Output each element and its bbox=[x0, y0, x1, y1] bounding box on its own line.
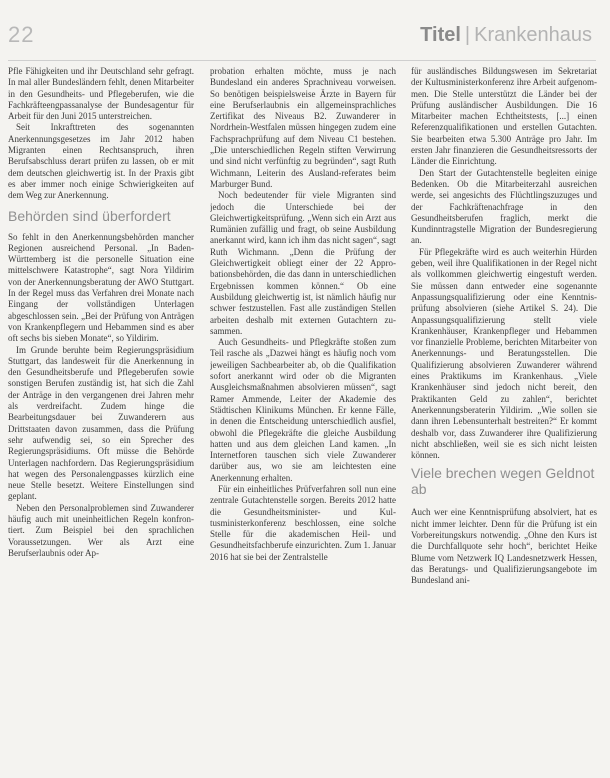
header-separator: | bbox=[464, 24, 471, 46]
paragraph: Für ein einheitliches Prüfverfahren soll nun eine zentrale Gutachtenstelle sorgen. Bereits 2012 hatte die Gesundheitsminister- und Kultusministerkonferenz beschlossen, eine solche Stelle für die akademischen Heil- und Gesundheitsfachberufe einzurichten. Zum 1. Januar 2016 hat sie bei der Zentralstelle bbox=[210, 483, 396, 562]
text-column-2 bbox=[210, 66, 396, 772]
paragraph: So fehlt in den Anerkennungsbehörden mancher Regionen ausreichend Personal. „In Baden-Württemberg ist die personelle Situation eine mittelschwere Katastrophe“, sagt Nora Yildirim von der Anerkennungsberatung der AWO Stuttgart. In der Regel muss das Verfahren drei Monate nach Eingang der vollständigen Unterlagen abgeschlossen sein. „Bei der Prüfung von Anträgen von Krankenpflegern und Hebammen sind es aber oft sechs bis sieben Monate“, so Yildirim. bbox=[8, 231, 194, 344]
paragraph: Noch bedeutender für viele Migranten sind jedoch die Unterschiede bei der Gleichwertigkeitsprüfung. „Wenn sich ein Arzt aus Rumänien zufällig und fragt, ob seine Ausbildung anerkannt wird, kann ich ihm das nicht sagen“, sagt Ruth Wichmann. „Denn die Prüfung der Gleichwertigkeit obliegt einer der 22 Approbationsbehörden, die das dann in unterschiedlichen Ergebnissen kommen können.“ Ob eine Ausbildung gleichwertig ist, ist nämlich häufig nur schwer festzustellen. Fast alle zuständigen Stellen arbeiten deshalb mit externen Gutachtern zusammen. bbox=[210, 190, 396, 336]
paragraph: Pfle Fähigkeiten und ihr Deutschland sehr gefragt. In mal aller Bundesländern fehlt, denen Mitarbeiter in den Gesundheits- und Pflegeberufen, wie die Fachkräfteengpassanalyse der Bundesagentur für Arbeit für den Juni 2015 unterstreichen. bbox=[8, 66, 194, 122]
header-topic: Krankenhaus bbox=[474, 24, 592, 46]
page-header bbox=[420, 24, 592, 47]
paragraph: Im Grunde beruhte beim Regierungspräsidium Stuttgart, das landesweit für die Anerkennung in den Gesundheitsberufe und Pflegeberufen sowie sonstigen Berufen zuständig ist, hat sich die Zahl der Anträge in den vergangenen drei Jahren mehr als verdreifacht. Zudem hinge die Bearbeitungsdauer bei Zuwanderern aus Drittstaaten davon zusammen, dass die Prüfung sehr aufwendig sei, so ein Sprecher des Regierungspräsidiums. Oft müsse die Behörde Unterlagen nachfordern. Das Regierungspräsidium hat wegen des Personalengpasses kürzlich eine neue Stelle besetzt. Weitere Einstellungen sind geplant. bbox=[8, 344, 194, 502]
paragraph: Seit Inkrafttreten des sogenannten Anerkennungsgesetzes im Jahr 2012 haben Migranten einen Rechtsanspruch, ihren Berufsabschluss derart prüfen zu lassen, ob er mit dem deutschen gleichwertig ist. In der Praxis gibt es aber immer noch einige Schwierigkeiten auf dem Weg zur Anerkennung. bbox=[8, 122, 194, 201]
paragraph: probation erhalten möchte, muss je nach Bundesland ein anderes Sprachniveau vorweisen. So benötigen beispielsweise Ärzte in Bayern für eine Berufserlaubnis ein allgemeinsprachliches Zertifikat des Niveaus B2. Zuwanderer in Nordrhein-Westfalen müssen hingegen zudem eine Fachsprachprüfung auf dem Niveau C1 bestehen. „Die unterschiedlichen Regeln stiften Verwirrung und sind nicht verfünftig zu begründen“, sagt Ruth Wichmann, Leiterin des Ausland-referates beim Marburger Bund. bbox=[210, 66, 396, 189]
page-number: 22 bbox=[8, 22, 35, 47]
article-body bbox=[8, 66, 598, 772]
paragraph: Neben den Personalproblemen sind Zuwanderer häufig auch mit uneinheitlichen Regeln konfrontiert. Zum Beispiel bei den sprachlichen Voraussetzungen. Wer als Arzt eine Berufserlaubnis oder Ap- bbox=[8, 502, 194, 558]
paragraph: Auch Gesundheits- und Pflegkräfte stoßen zum Teil rasche als „Dazwei hängt es häufig noch vom jeweiligen Sachbearbeiter ab, ob die Qualifikation sofort anerkannt wird oder ob die Migranten Ausgleichsmaßnahmen absolvieren müssen“, sagt Ramer Ammende, Leiter der Akademie des Städtischen Klinikums München. Er kenne Fälle, in denen die Entscheidung unterschiedlich ausfiel, obwohl die Pflegekräfte die gleiche Ausbildung hatten und aus dem gleichen Land kamen. „In Internetforen tauschen sich viele Zuwanderer darüber aus, wo sie am leichtesten eine Anerkennung erhalten. bbox=[210, 337, 396, 483]
paragraph: für ausländisches Bildungswesen im Sekretariat der Kultusministerkonferenz ihre Arbeit aufgenommen. Die Stelle unterstützt die Länder bei der Prüfung ausländischer Ausbildungen. Die 16 Mitarbeiter machen Echtheitstests, [...] einen Referenzqualifikationen und erstellen Gutachten. Sie bearbeiten etwa 5.300 Anträge pro Jahr. Im ersten Jahr finanzieren die Gesundheitsressorts der Länder die Einrichtung. bbox=[411, 66, 597, 167]
header-rule bbox=[8, 60, 596, 61]
subheading: Behörden sind überfordert bbox=[8, 207, 171, 224]
paragraph: Für Pflegekräfte wird es auch weiterhin Hürden geben, weil ihre Qualifikationen in der Regel nicht als vollkommen gleichwertig eingestuft werden. Sie müssen dann entweder eine sogenannte Anpassungsqualifizierung oder eine Kenntnisprüfung absolvieren (siehe Artikel S. 24). Die Anpassungsqualifizierung stellt viele Krankenhäuser, Krankenpfleger und Hebammen vor finanzielle Probleme, berichten Mitarbeiter von Anerkennungs- und Beratungsstellen. Die Qualifizierung absolvieren Zuwanderer während eines Praktikums im Krankenhaus. „Viele Krankenhäuser sind jedoch nicht bereit, den Praktikanten Geld zu zahlen“, berichtet Anerkennungsberaterin Yildirim. „Wie sollen sie dann ihren Lebensunterhalt bestreiten?“ Er kommt deshalb vor, dass Zuwanderer ihre Qualifizierung nicht abschließen, weil sie es sich nicht leisten können. bbox=[411, 246, 597, 461]
text-column-1 bbox=[8, 66, 194, 772]
paragraph: Den Start der Gutachtenstelle begleiten einige Bedenken. Ob die Mitarbeiterzahl ausreichen werde, sei angesichts des Flüchtlingszuzuges und der Fachkräftenachfrage in den Gesundheitsberufen fraglich, merkt die Kundinntragstelle Migration der Bundesregierung an. bbox=[411, 167, 597, 246]
subheading: Viele brechen wegen Geldnot ab bbox=[411, 465, 595, 498]
paragraph: Auch wer eine Kenntnisprüfung absolviert, hat es nicht immer leichter. Denn für die Prüfung ist ein Vorbereitungskurs notwendig. „Ohne den Kurs ist die Durchfallquote sehr hoch“, berichtet Heike Blume vom Netzwerk IQ Landesnetzwerk Hessen, das Beratungs- und Qualifizierungsangebote im Bundesland ani- bbox=[411, 507, 597, 586]
header-section: Titel bbox=[420, 24, 461, 46]
text-column-3 bbox=[411, 66, 597, 772]
